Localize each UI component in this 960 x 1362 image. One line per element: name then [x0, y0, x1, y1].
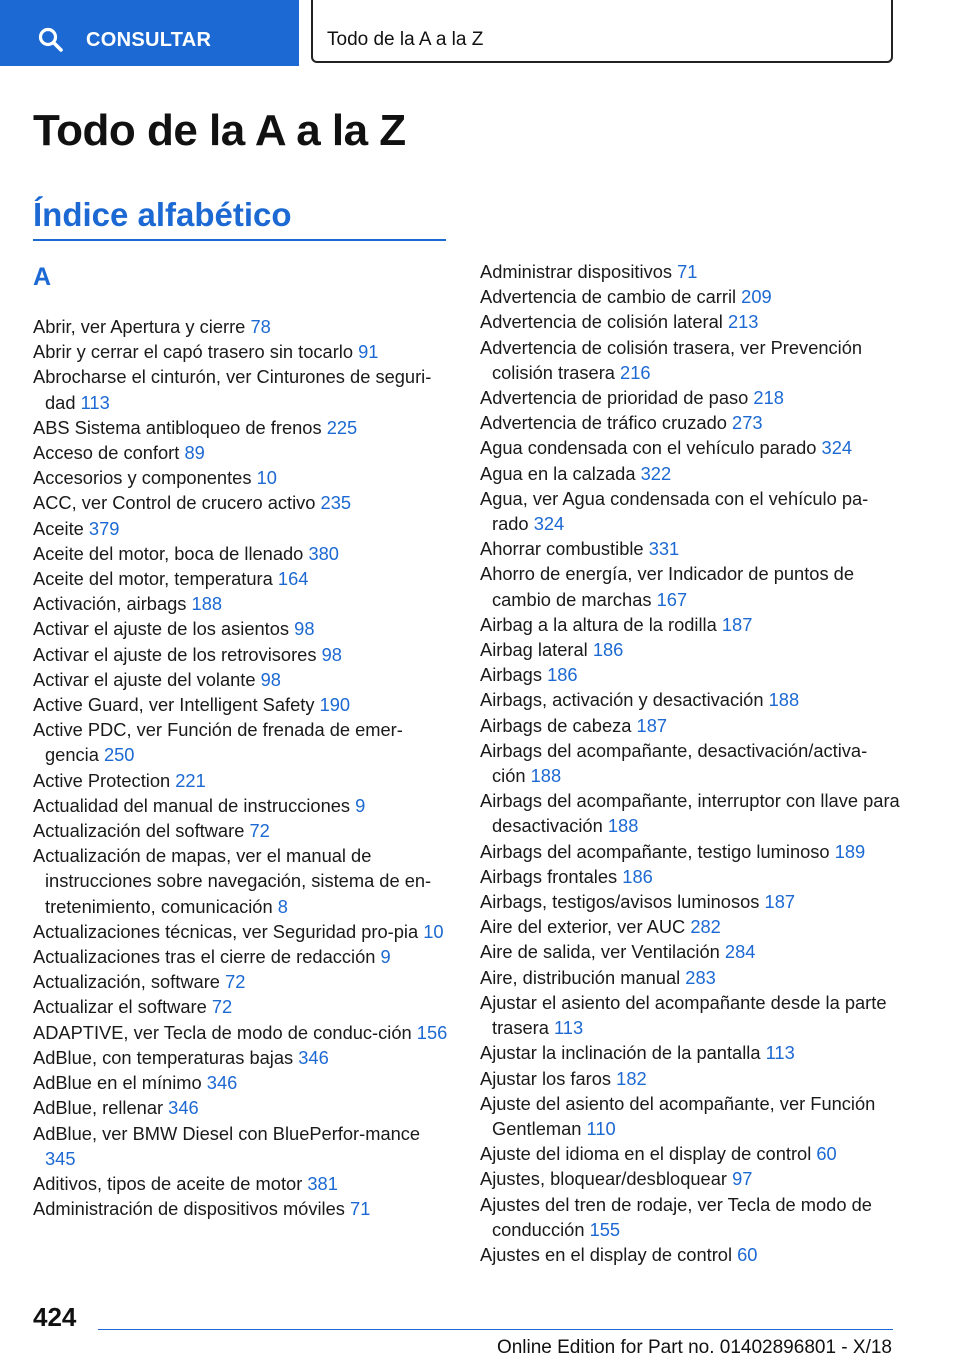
index-entry [33, 465, 453, 490]
index-entry-text: ABS Sistema antibloqueo de frenos [33, 416, 322, 438]
index-entry-page-link[interactable]: 110 [586, 1117, 616, 1139]
index-entry-text: Agua en la calzada [480, 462, 636, 484]
index-entry [480, 939, 900, 964]
index-entry-page-link[interactable]: 216 [620, 361, 651, 383]
breadcrumb [311, 0, 893, 63]
index-entry-page-link[interactable]: 186 [592, 639, 624, 661]
index-entry-page-link[interactable]: 9 [380, 946, 391, 968]
index-entry [480, 461, 900, 486]
index-entry-text: Active Guard, ver Intelligent Safety [33, 694, 315, 716]
index-column-right [480, 259, 900, 1267]
index-entry-page-link[interactable]: 190 [319, 694, 351, 716]
index-entry [33, 768, 453, 793]
index-entry-text: Aire del exterior, ver AUC [480, 916, 686, 938]
index-entry-page-link[interactable]: 283 [685, 966, 716, 988]
index-entry-page-link[interactable]: 60 [737, 1243, 758, 1265]
index-entry-text: Abrocharse el cinturón, ver Cinturones de seguri-dad [33, 366, 432, 413]
index-entry-text: Aire de salida, ver Ventilación [480, 941, 720, 963]
index-entry [33, 440, 453, 465]
index-entry-text: Airbag a la altura de la rodilla [480, 613, 717, 635]
index-entry [33, 1196, 453, 1221]
index-entry-text: Ahorro de energía, ver Indicador de puntos de cambio de marchas [480, 563, 854, 610]
index-entry-text: Ajustes en el display de control [480, 1243, 733, 1265]
index-entry-page-link[interactable]: 9 [355, 794, 366, 816]
index-entry-text: Actualización de mapas, ver el manual de instrucciones sobre navegación, sistema de en-tretenimiento, comunicación [33, 845, 432, 917]
index-entry-text: Actualización del software [33, 820, 245, 842]
index-entry-text: Accesorios y componentes [33, 467, 252, 489]
index-entry-text: Activar el ajuste de los asientos [33, 618, 290, 640]
index-entry-text: Aire, distribución manual [480, 966, 681, 988]
index-entry-text: Agua, ver Agua condensada con el vehículo pa-rado [480, 487, 869, 535]
index-entry-text: Advertencia de prioridad de paso [480, 387, 749, 409]
index-entry [480, 839, 900, 864]
index-entry [480, 1141, 900, 1166]
index-entry-text: Ajuste del idioma en el display de control [480, 1143, 812, 1165]
index-entry-page-link[interactable]: 186 [622, 865, 653, 887]
index-entry [33, 717, 453, 767]
index-entry-text: Actualizaciones tras el cierre de redacción [33, 946, 376, 968]
top-bar [0, 0, 960, 66]
index-entry-text: Airbags, activación y desactivación [480, 689, 764, 711]
index-entry-text: Airbags de cabeza [480, 714, 632, 736]
index-entry-page-link[interactable]: 218 [753, 387, 784, 409]
index-entry-page-link[interactable]: 91 [358, 341, 379, 363]
index-entry-page-link[interactable]: 98 [321, 643, 342, 665]
index-entry-text: AdBlue en el mínimo [33, 1072, 202, 1094]
index-entry-page-link[interactable]: 164 [277, 568, 309, 590]
index-entry [480, 864, 900, 889]
index-entry [480, 1166, 900, 1191]
index-entry [33, 642, 453, 667]
index-entry [480, 385, 900, 410]
index-entry-page-link[interactable]: 156 [416, 1021, 448, 1043]
index-entry [480, 410, 900, 435]
index-entry-page-link[interactable]: 381 [307, 1172, 338, 1194]
index-entry [33, 1020, 453, 1045]
index-entry [33, 1095, 453, 1120]
index-entry-page-link[interactable]: 379 [88, 517, 120, 539]
index-entry-page-link[interactable]: 113 [765, 1042, 795, 1064]
index-entry [33, 969, 453, 994]
index-entry-text: ADAPTIVE, ver Tecla de modo de conduc-ción [33, 1021, 412, 1043]
index-entry-text: Ajuste del asiento del acompañante, ver Función Gentleman [480, 1092, 876, 1139]
index-entry-text: Active PDC, ver Función de frenada de emer-gencia [33, 719, 403, 766]
index-entry [33, 667, 453, 692]
index-entry [480, 561, 900, 611]
index-letter-heading: A [33, 263, 52, 291]
index-entry-page-link[interactable]: 346 [168, 1097, 199, 1119]
index-entry-page-link[interactable]: 345 [45, 1147, 76, 1169]
index-entry [33, 314, 453, 339]
section-divider [33, 239, 446, 241]
index-entry [33, 541, 453, 566]
index-entry [480, 259, 900, 284]
page-number: 424 [33, 1302, 77, 1332]
index-entry [33, 1121, 453, 1171]
index-entry-page-link[interactable]: 182 [616, 1067, 647, 1089]
breadcrumb-text: Todo de la A a la Z [327, 29, 484, 50]
index-entry [480, 284, 900, 309]
index-entry-text: Active Protection [33, 769, 171, 791]
index-entry-page-link[interactable]: 98 [294, 618, 315, 640]
index-entry-page-link[interactable]: 97 [732, 1168, 753, 1190]
index-entry-page-link[interactable]: 113 [80, 391, 110, 413]
index-entry-text: Advertencia de tráfico cruzado [480, 412, 727, 434]
index-entry-text: Airbag lateral [480, 639, 588, 661]
index-entry-text: Actualidad del manual de instrucciones [33, 794, 351, 816]
index-entry [480, 637, 900, 662]
index-entry [33, 339, 453, 364]
index-entry-text: ACC, ver Control de crucero activo [33, 492, 316, 514]
index-entry-page-link[interactable]: 98 [260, 668, 281, 690]
index-entry-text: Activación, airbags [33, 593, 187, 615]
index-entry-page-link[interactable]: 72 [249, 820, 270, 842]
index-entry-text: Ajustar los faros [480, 1067, 612, 1089]
index-entry-text: Aceite del motor, boca de llenado [33, 542, 304, 564]
index-entry [33, 616, 453, 641]
index-entry-page-link[interactable]: 324 [533, 513, 565, 535]
index-entry-page-link[interactable]: 346 [298, 1046, 329, 1068]
index-entry [480, 1091, 900, 1141]
index-entry-page-link[interactable]: 250 [103, 744, 135, 766]
index-entry [480, 486, 900, 536]
index-entry [480, 965, 900, 990]
index-entry-text: Administrar dispositivos [480, 261, 673, 282]
index-entry [33, 591, 453, 616]
index-entry-page-link[interactable]: 187 [721, 613, 753, 635]
index-entry [480, 662, 900, 687]
index-entry [480, 889, 900, 914]
index-entry-page-link[interactable]: 188 [530, 765, 562, 787]
index-entry-text: Acceso de confort [33, 442, 180, 464]
page-title: Todo de la A a la Z [33, 106, 406, 155]
index-entry-text: Aceite del motor, temperatura [33, 568, 273, 590]
index-entry [480, 1192, 900, 1242]
index-entry-text: Administración de dispositivos móviles [33, 1198, 345, 1220]
index-entry-page-link[interactable]: 187 [636, 714, 668, 736]
index-entry [480, 335, 900, 385]
index-entry-text: Advertencia de cambio de carril [480, 286, 737, 308]
index-entry [33, 566, 453, 591]
index-entry [480, 435, 900, 460]
index-entry-page-link[interactable]: 209 [741, 286, 772, 308]
index-entry-page-link[interactable]: 155 [589, 1218, 621, 1240]
index-entry-page-link[interactable]: 78 [250, 316, 271, 337]
index-entry-text: Actualización, software [33, 971, 220, 993]
index-entry-page-link[interactable]: 71 [677, 261, 698, 282]
index-entry-page-link[interactable]: 188 [607, 815, 639, 837]
index-entry [33, 1070, 453, 1095]
index-entry-text: Ajustes, bloquear/desbloquear [480, 1168, 727, 1190]
index-entry [480, 914, 900, 939]
index-entry [480, 1040, 900, 1065]
index-entry-page-link[interactable]: 235 [320, 492, 352, 514]
index-entry-page-link[interactable]: 167 [656, 588, 688, 610]
index-entry-page-link[interactable]: 186 [547, 664, 578, 686]
index-entry-text: Airbags frontales [480, 865, 618, 887]
index-entry-page-link[interactable]: 10 [256, 467, 277, 489]
consult-button[interactable] [0, 0, 299, 66]
section-title: Índice alfabético [33, 196, 292, 233]
index-entry-text: Aditivos, tipos de aceite de motor [33, 1172, 303, 1194]
index-entry-text: Activar el ajuste de los retrovisores [33, 643, 317, 665]
index-entry-page-link[interactable]: 188 [191, 593, 223, 615]
index-entry-page-link[interactable]: 72 [225, 971, 246, 993]
index-entry-text: Advertencia de colisión trasera, ver Prevención colisión trasera [480, 336, 863, 383]
index-entry-page-link[interactable]: 324 [821, 437, 853, 459]
index-entry [480, 788, 900, 838]
index-column-left [33, 314, 453, 1221]
index-entry-text: Ajustes del tren de rodaje, ver Tecla de modo de conducción [480, 1193, 872, 1240]
index-entry [33, 415, 453, 440]
index-entry-text: Ahorrar combustible [480, 538, 644, 560]
index-entry-text: AdBlue, ver BMW Diesel con BluePerfor-mance [33, 1122, 421, 1144]
footer-edition-text: Online Edition for Part no. 01402896801 - X/18 [496, 1337, 892, 1358]
index-entry-page-link[interactable]: 273 [732, 412, 763, 434]
index-entry-page-link[interactable]: 213 [727, 311, 759, 333]
index-entry [33, 490, 453, 515]
index-entry-text: Airbags del acompañante, desactivación/activa-ción [480, 739, 868, 787]
index-entry [33, 516, 453, 541]
index-entry [480, 1066, 900, 1091]
index-entry [480, 612, 900, 637]
index-entry-text: Airbags [480, 664, 542, 686]
index-entry-page-link[interactable]: 380 [308, 542, 339, 564]
index-entry [480, 536, 900, 561]
index-entry-text: Ajustar el asiento del acompañante desde la parte trasera [480, 991, 887, 1039]
index-entry-page-link[interactable]: 331 [648, 538, 680, 560]
index-entry-text: Actualizaciones técnicas, ver Seguridad pro-pia [33, 920, 419, 942]
index-entry [33, 919, 453, 944]
index-entry-page-link[interactable]: 8 [277, 895, 288, 917]
index-entry-page-link[interactable]: 282 [690, 916, 721, 938]
index-entry [33, 1171, 453, 1196]
index-entry [480, 738, 900, 788]
index-entry-page-link[interactable]: 72 [211, 996, 233, 1018]
index-entry-page-link[interactable]: 221 [175, 769, 206, 791]
index-entry [480, 990, 900, 1040]
index-entry [33, 944, 453, 969]
index-entry-page-link[interactable]: 113 [554, 1017, 584, 1039]
index-entry-text: AdBlue, rellenar [33, 1097, 164, 1119]
index-entry-page-link[interactable]: 188 [768, 689, 800, 711]
index-entry [33, 843, 453, 919]
index-entry-page-link[interactable]: 187 [764, 891, 796, 913]
index-entry-page-link[interactable]: 322 [640, 462, 672, 484]
index-entry-page-link[interactable]: 189 [834, 840, 866, 862]
index-entry-text: AdBlue, con temperaturas bajas [33, 1046, 294, 1068]
index-entry-page-link[interactable]: 60 [816, 1143, 837, 1165]
index-entry [480, 309, 900, 334]
index-entry [480, 687, 900, 712]
index-entry-text: Actualizar el software [33, 996, 207, 1018]
footer-divider [98, 1329, 893, 1330]
index-entry-text: Abrir, ver Apertura y cierre [33, 316, 246, 337]
index-entry [33, 692, 453, 717]
index-entry [480, 713, 900, 738]
index-entry [480, 1242, 900, 1267]
index-entry-page-link[interactable]: 225 [326, 416, 358, 438]
consult-button-label: CONSULTAR [86, 29, 212, 51]
index-entry-text: Airbags del acompañante, interruptor con llave para desactivación [480, 790, 900, 837]
index-entry-text: Airbags, testigos/avisos luminosos [480, 891, 760, 913]
index-entry-page-link[interactable]: 71 [350, 1198, 371, 1220]
index-entry [33, 793, 453, 818]
index-entry-text: Abrir y cerrar el capó trasero sin tocarlo [33, 341, 354, 363]
index-entry-text: Activar el ajuste del volante [33, 668, 256, 690]
index-entry-page-link[interactable]: 10 [423, 920, 444, 942]
index-entry [33, 1045, 453, 1070]
index-entry-text: Aceite [33, 517, 84, 539]
index-entry-text: Advertencia de colisión lateral [480, 311, 723, 333]
index-entry-text: Agua condensada con el vehículo parado [480, 437, 817, 459]
index-entry-page-link[interactable]: 89 [184, 442, 205, 464]
index-entry-text: Airbags del acompañante, testigo luminoso [480, 840, 830, 862]
index-entry-text: Ajustar la inclinación de la pantalla [480, 1042, 761, 1064]
index-entry [33, 364, 453, 414]
index-entry [33, 818, 453, 843]
index-entry-page-link[interactable]: 346 [206, 1072, 238, 1094]
search-icon [38, 27, 64, 53]
index-entry-page-link[interactable]: 284 [724, 941, 756, 963]
index-entry [33, 994, 453, 1019]
